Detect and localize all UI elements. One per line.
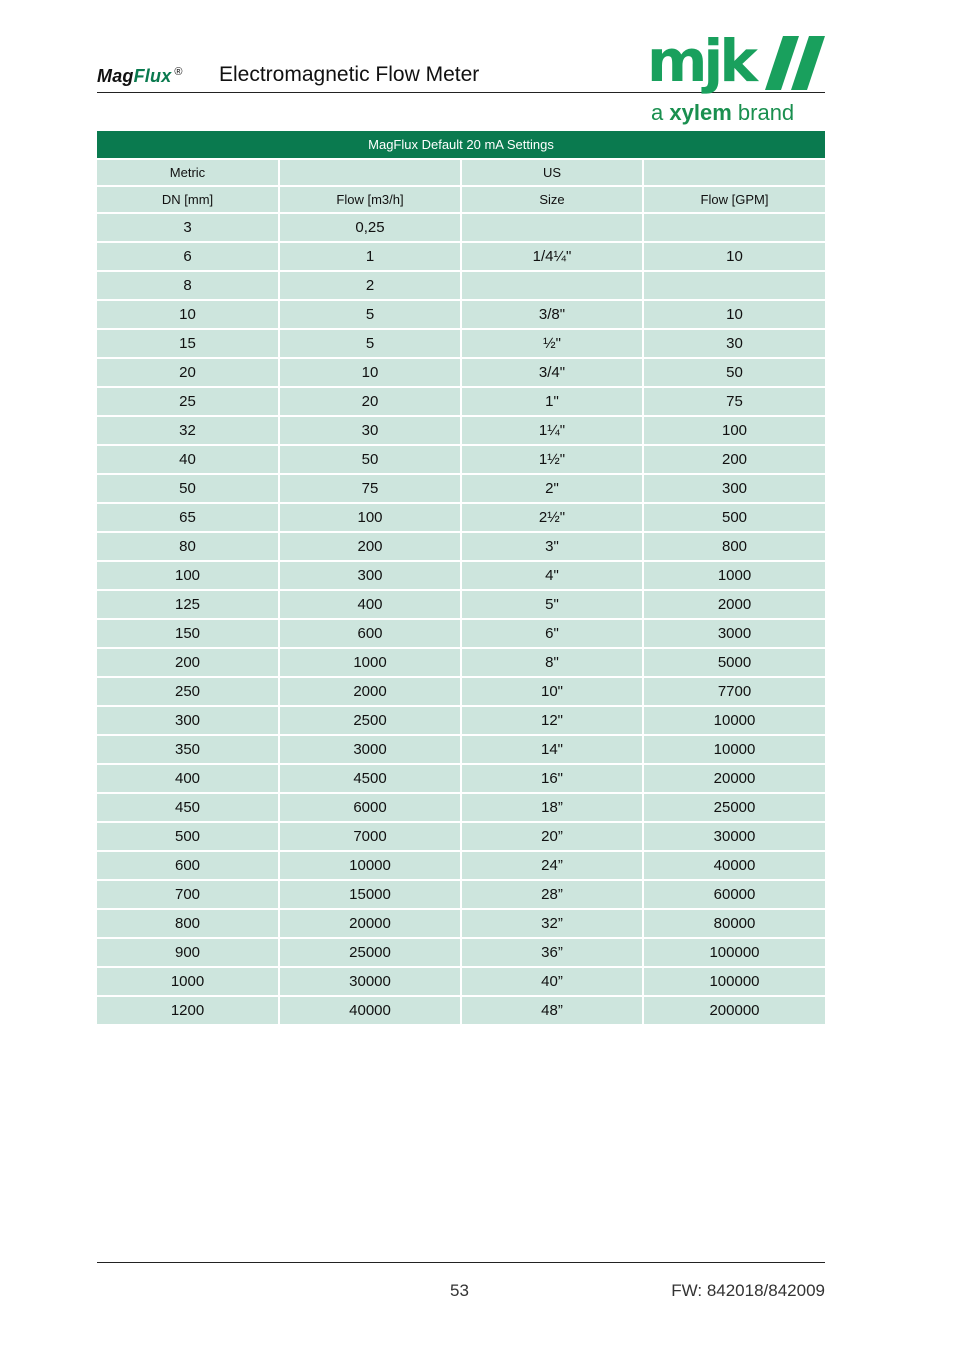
table-row — [97, 967, 825, 996]
table-row — [97, 735, 825, 764]
table-row — [97, 793, 825, 822]
xylem-brand-tagline — [651, 100, 794, 126]
footer-divider — [97, 1262, 825, 1263]
cell-dn: 10 — [97, 300, 279, 329]
cell-dn: 20 — [97, 358, 279, 387]
cell-size: 20” — [461, 822, 643, 851]
cell-dn: 600 — [97, 851, 279, 880]
cell-flow-gpm: 200 — [643, 445, 825, 474]
cell-flow-m3h: 2000 — [279, 677, 461, 706]
cell-size: 14" — [461, 735, 643, 764]
cell-flow-gpm: 100000 — [643, 967, 825, 996]
cell-dn: 400 — [97, 764, 279, 793]
cell-flow-gpm: 75 — [643, 387, 825, 416]
cell-size: 5" — [461, 590, 643, 619]
table-row — [97, 851, 825, 880]
cell-size: 4" — [461, 561, 643, 590]
cell-size: 12" — [461, 706, 643, 735]
cell-size: 1" — [461, 387, 643, 416]
cell-dn: 25 — [97, 387, 279, 416]
table-row — [97, 706, 825, 735]
cell-size: 2" — [461, 474, 643, 503]
cell-dn: 40 — [97, 445, 279, 474]
cell-flow-gpm: 100 — [643, 416, 825, 445]
cell-flow-m3h: 600 — [279, 619, 461, 648]
cell-flow-gpm: 10000 — [643, 706, 825, 735]
cell-flow-m3h: 40000 — [279, 996, 461, 1025]
cell-flow-gpm: 100000 — [643, 938, 825, 967]
cell-flow-m3h: 2 — [279, 271, 461, 300]
cell-dn: 125 — [97, 590, 279, 619]
cell-flow-m3h: 200 — [279, 532, 461, 561]
column-header-row — [97, 186, 825, 213]
cell-flow-gpm: 300 — [643, 474, 825, 503]
cell-dn: 450 — [97, 793, 279, 822]
mjk-xylem-logo — [645, 27, 827, 132]
table-row — [97, 561, 825, 590]
magflux-brand — [97, 66, 183, 87]
cell-size: 2½" — [461, 503, 643, 532]
cell-dn: 65 — [97, 503, 279, 532]
cell-flow-m3h: 10000 — [279, 851, 461, 880]
table-caption: MagFlux Default 20 mA Settings — [97, 131, 825, 159]
cell-size: 3/4" — [461, 358, 643, 387]
cell-flow-m3h: 0,25 — [279, 213, 461, 242]
table-row — [97, 358, 825, 387]
cell-size: 16" — [461, 764, 643, 793]
cell-flow-gpm: 10 — [643, 242, 825, 271]
tag-xylem: xylem — [669, 100, 732, 125]
table-row — [97, 822, 825, 851]
cell-flow-gpm: 1000 — [643, 561, 825, 590]
cell-size: 24” — [461, 851, 643, 880]
group-header-blank — [279, 159, 461, 186]
group-header-row — [97, 159, 825, 186]
cell-flow-gpm: 20000 — [643, 764, 825, 793]
cell-flow-gpm: 50 — [643, 358, 825, 387]
cell-dn: 100 — [97, 561, 279, 590]
cell-size: 8" — [461, 648, 643, 677]
cell-flow-m3h: 100 — [279, 503, 461, 532]
cell-size: 40” — [461, 967, 643, 996]
cell-flow-gpm: 2000 — [643, 590, 825, 619]
table-row — [97, 387, 825, 416]
cell-size: 18” — [461, 793, 643, 822]
page-number: 53 — [450, 1281, 469, 1300]
cell-flow-gpm: 7700 — [643, 677, 825, 706]
cell-size: 32” — [461, 909, 643, 938]
column-header-dn: DN [mm] — [97, 186, 279, 213]
cell-flow-m3h: 15000 — [279, 880, 461, 909]
group-header-blank — [643, 159, 825, 186]
tag-prefix: a — [651, 100, 664, 125]
brand-mag: Mag — [97, 66, 134, 86]
cell-dn: 15 — [97, 329, 279, 358]
cell-flow-gpm: 30 — [643, 329, 825, 358]
cell-flow-gpm: 25000 — [643, 793, 825, 822]
table-row — [97, 532, 825, 561]
cell-size: 1¼" — [461, 416, 643, 445]
cell-dn: 1000 — [97, 967, 279, 996]
table-row — [97, 880, 825, 909]
group-header-us: US — [461, 159, 643, 186]
cell-flow-m3h: 30000 — [279, 967, 461, 996]
cell-size: 36” — [461, 938, 643, 967]
cell-flow-gpm: 40000 — [643, 851, 825, 880]
cell-flow-gpm: 5000 — [643, 648, 825, 677]
cell-dn: 500 — [97, 822, 279, 851]
cell-size — [461, 271, 643, 300]
cell-size: 3/8" — [461, 300, 643, 329]
cell-dn: 3 — [97, 213, 279, 242]
table-row — [97, 242, 825, 271]
cell-flow-gpm: 30000 — [643, 822, 825, 851]
document-title: Electromagnetic Flow Meter — [219, 63, 480, 86]
table-row — [97, 213, 825, 242]
cell-flow-m3h: 50 — [279, 445, 461, 474]
default-20ma-settings-table — [97, 131, 825, 1026]
cell-flow-m3h: 25000 — [279, 938, 461, 967]
column-header-size: Size — [461, 186, 643, 213]
cell-flow-m3h: 10 — [279, 358, 461, 387]
brand-flux: Flux — [133, 66, 172, 86]
settings-table-container — [97, 131, 825, 1026]
double-slash-logo-icon — [765, 36, 827, 90]
cell-dn: 50 — [97, 474, 279, 503]
mjk-logo-mark: mjk — [647, 27, 754, 95]
cell-flow-m3h: 3000 — [279, 735, 461, 764]
cell-flow-m3h: 20000 — [279, 909, 461, 938]
cell-flow-gpm: 3000 — [643, 619, 825, 648]
cell-size: 10" — [461, 677, 643, 706]
tag-suffix: brand — [737, 100, 795, 125]
cell-flow-m3h: 1000 — [279, 648, 461, 677]
cell-flow-m3h: 400 — [279, 590, 461, 619]
cell-size — [461, 213, 643, 242]
cell-size: 48” — [461, 996, 643, 1025]
cell-dn: 80 — [97, 532, 279, 561]
table-row — [97, 271, 825, 300]
table-row — [97, 909, 825, 938]
cell-dn: 150 — [97, 619, 279, 648]
cell-flow-m3h: 4500 — [279, 764, 461, 793]
cell-dn: 250 — [97, 677, 279, 706]
cell-flow-gpm: 200000 — [643, 996, 825, 1025]
cell-dn: 300 — [97, 706, 279, 735]
cell-dn: 200 — [97, 648, 279, 677]
cell-flow-gpm: 800 — [643, 532, 825, 561]
cell-flow-m3h: 20 — [279, 387, 461, 416]
table-row — [97, 474, 825, 503]
table-row — [97, 329, 825, 358]
cell-size: 1½" — [461, 445, 643, 474]
table-body — [97, 159, 825, 1025]
cell-size: 3" — [461, 532, 643, 561]
column-header-flow-m3h: Flow [m3/h] — [279, 186, 461, 213]
cell-flow-m3h: 30 — [279, 416, 461, 445]
table-row — [97, 416, 825, 445]
table-row — [97, 677, 825, 706]
cell-flow-m3h: 6000 — [279, 793, 461, 822]
table-row — [97, 503, 825, 532]
cell-dn: 700 — [97, 880, 279, 909]
cell-flow-m3h: 5 — [279, 300, 461, 329]
cell-flow-m3h: 7000 — [279, 822, 461, 851]
cell-size: 1/4¼" — [461, 242, 643, 271]
cell-dn: 32 — [97, 416, 279, 445]
firmware-version: FW: 842018/842009 — [671, 1281, 825, 1300]
cell-flow-gpm: 80000 — [643, 909, 825, 938]
cell-flow-gpm: 500 — [643, 503, 825, 532]
cell-dn: 1200 — [97, 996, 279, 1025]
cell-size: ½" — [461, 329, 643, 358]
cell-size: 6" — [461, 619, 643, 648]
cell-dn: 900 — [97, 938, 279, 967]
table-row — [97, 590, 825, 619]
cell-flow-gpm — [643, 213, 825, 242]
cell-flow-gpm: 10000 — [643, 735, 825, 764]
cell-dn: 8 — [97, 271, 279, 300]
cell-flow-m3h: 75 — [279, 474, 461, 503]
group-header-metric: Metric — [97, 159, 279, 186]
table-row — [97, 619, 825, 648]
table-row — [97, 996, 825, 1025]
table-row — [97, 648, 825, 677]
cell-flow-gpm: 60000 — [643, 880, 825, 909]
cell-flow-m3h: 5 — [279, 329, 461, 358]
cell-size: 28” — [461, 880, 643, 909]
cell-flow-m3h: 300 — [279, 561, 461, 590]
cell-flow-m3h: 2500 — [279, 706, 461, 735]
cell-flow-gpm: 10 — [643, 300, 825, 329]
table-row — [97, 764, 825, 793]
cell-flow-m3h: 1 — [279, 242, 461, 271]
cell-flow-gpm — [643, 271, 825, 300]
cell-dn: 350 — [97, 735, 279, 764]
cell-dn: 800 — [97, 909, 279, 938]
cell-dn: 6 — [97, 242, 279, 271]
table-row — [97, 938, 825, 967]
column-header-flow-gpm: Flow [GPM] — [643, 186, 825, 213]
table-row — [97, 300, 825, 329]
registered-mark: ® — [174, 66, 183, 78]
table-row — [97, 445, 825, 474]
